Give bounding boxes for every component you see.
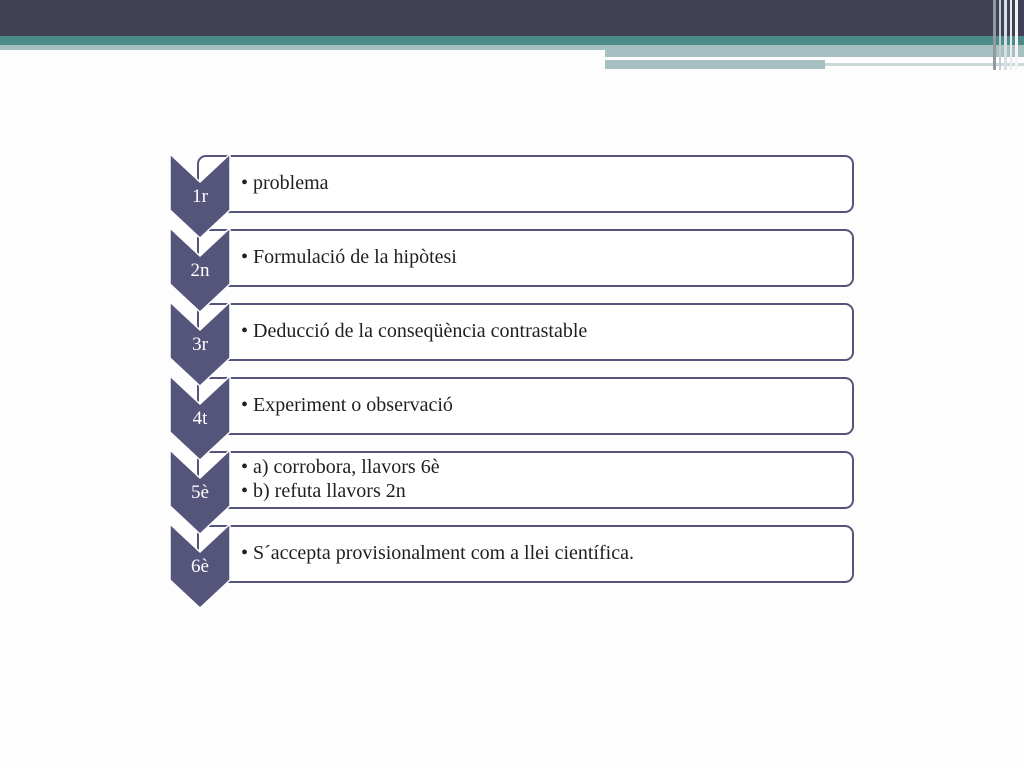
step-item: • Experiment o observació: [241, 394, 453, 416]
step-label: 5è: [191, 482, 209, 503]
step-3: [198, 304, 853, 360]
step-item: • Deducció de la conseqüència contrastable: [241, 320, 588, 342]
step-label: 6è: [191, 556, 209, 577]
step-item: • a) corrobora, llavors 6è: [241, 456, 440, 478]
step-item: • b) refuta llavors 2n: [241, 480, 406, 502]
step-label: 2n: [190, 260, 210, 281]
step-item: • Formulació de la hipòtesi: [241, 246, 457, 268]
step-label: 1r: [192, 186, 208, 207]
step-2: [198, 230, 853, 286]
step-item: • problema: [241, 172, 329, 194]
step-label: 4t: [192, 408, 208, 429]
step-5: [198, 452, 853, 508]
step-label: 3r: [192, 334, 208, 355]
step-1: [198, 156, 853, 212]
step-item: • S´accepta provisionalment com a llei científica.: [241, 542, 634, 564]
step-4: [198, 378, 853, 434]
step-6: [198, 526, 853, 582]
